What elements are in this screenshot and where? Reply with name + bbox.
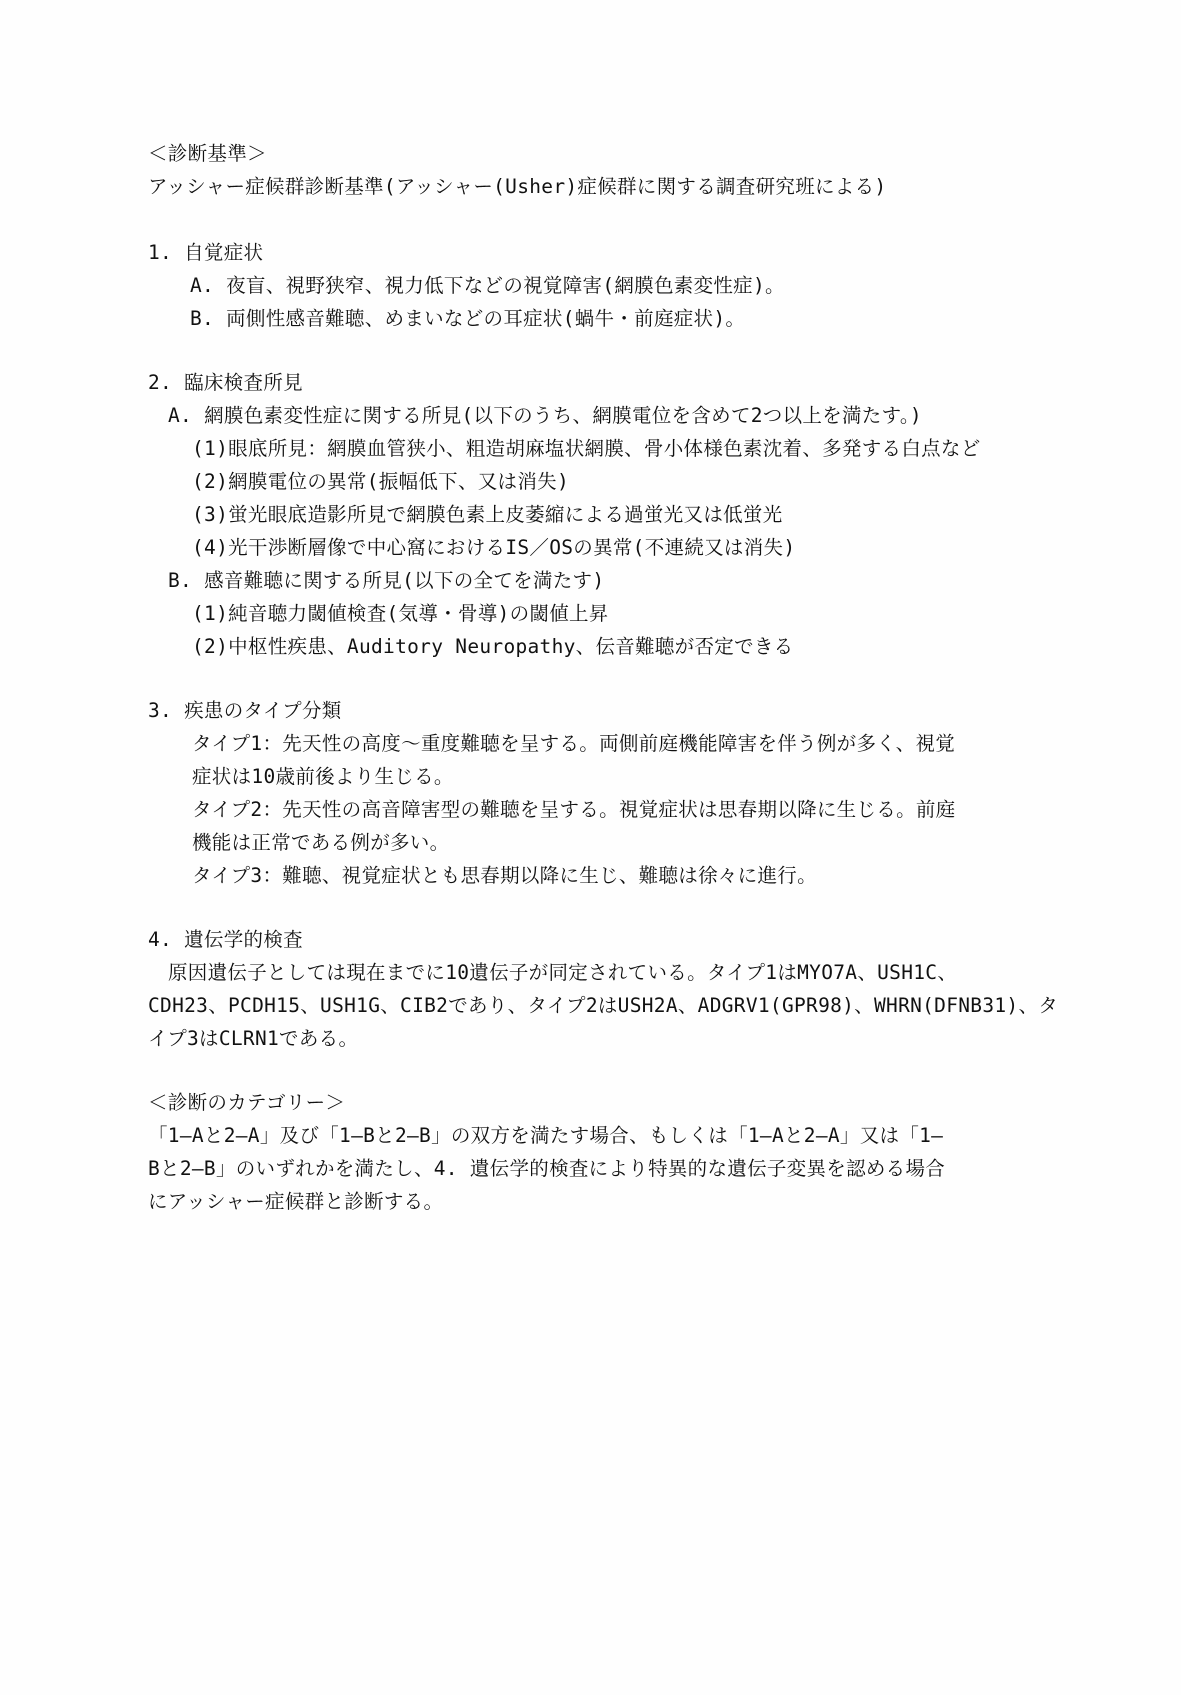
section-2-a-item-4: (4)光干渉断層像で中心窩におけるIS／OSの異常(不連続又は消失)	[192, 536, 796, 559]
category-line-1: 「1―Aと2―A」及び「1―Bと2―B」の双方を満たす場合、もしくは「1―Aと2―A」又は「1―	[148, 1124, 944, 1147]
section-2-b-item-2: (2)中枢性疾患、Auditory Neuropathy、伝音難聴が否定できる	[192, 635, 794, 658]
section-3-title: 3. 疾患のタイプ分類	[148, 699, 342, 722]
section-1-title: 1. 自覚症状	[148, 241, 264, 264]
section-4-line-1: 原因遺伝子としては現在までに10遺伝子が同定されている。タイプ1はMYO7A、USH1C、	[168, 961, 958, 984]
section-3-line-4: 機能は正常である例が多い。	[192, 831, 450, 854]
section-2-group-b-label: B. 感音難聴に関する所見(以下の全てを満たす)	[168, 569, 605, 592]
section-2-b-item-1: (1)純音聴力閾値検査(気導・骨導)の閾値上昇	[192, 602, 609, 625]
section-4-title: 4. 遺伝学的検査	[148, 928, 303, 951]
section-2-a-item-2: (2)網膜電位の異常(振幅低下、又は消失)	[192, 470, 569, 493]
section-2-title: 2. 臨床検査所見	[148, 371, 303, 394]
category-line-2: Bと2―B」のいずれかを満たし、4. 遺伝学的検査により特異的な遺伝子変異を認める場合	[148, 1157, 946, 1180]
section-1-item-a: A. 夜盲、視野狭窄、視力低下などの視覚障害(網膜色素変性症)。	[190, 274, 785, 297]
category-line-3: にアッシャー症候群と診断する。	[148, 1190, 444, 1213]
section-3-line-5: タイプ3：難聴、視覚症状とも思春期以降に生じ、難聴は徐々に進行。	[192, 864, 817, 887]
section-4-line-2: CDH23、PCDH15、USH1G、CIB2であり、タイプ2はUSH2A、ADGRV1(GPR98)、WHRN(DFNB31)、タ	[148, 994, 1059, 1017]
category-heading: ＜診断のカテゴリー＞	[148, 1091, 346, 1114]
section-3-line-2: 症状は10歳前後より生じる。	[192, 765, 454, 788]
criteria-subtitle: アッシャー症候群診断基準(アッシャー(Usher)症候群に関する調査研究班による)	[148, 175, 887, 198]
section-2-a-item-1: (1)眼底所見：網膜血管狭小、粗造胡麻塩状網膜、骨小体様色素沈着、多発する白点など	[192, 437, 981, 460]
section-4-line-3: イプ3はCLRN1である。	[148, 1027, 359, 1050]
section-1-item-b: B. 両側性感音難聴、めまいなどの耳症状(蝸牛・前庭症状)。	[190, 307, 746, 330]
section-2-group-a-label: A. 網膜色素変性症に関する所見(以下のうち、網膜電位を含めて2つ以上を満たす。)	[168, 404, 922, 427]
section-3-line-1: タイプ1：先天性の高度～重度難聴を呈する。両側前庭機能障害を伴う例が多く、視覚	[192, 732, 956, 755]
section-2-a-item-3: (3)蛍光眼底造影所見で網膜色素上皮萎縮による過蛍光又は低蛍光	[192, 503, 783, 526]
criteria-heading: ＜診断基準＞	[148, 142, 267, 165]
section-3-line-3: タイプ2：先天性の高音障害型の難聴を呈する。視覚症状は思春期以降に生じる。前庭	[192, 798, 956, 821]
